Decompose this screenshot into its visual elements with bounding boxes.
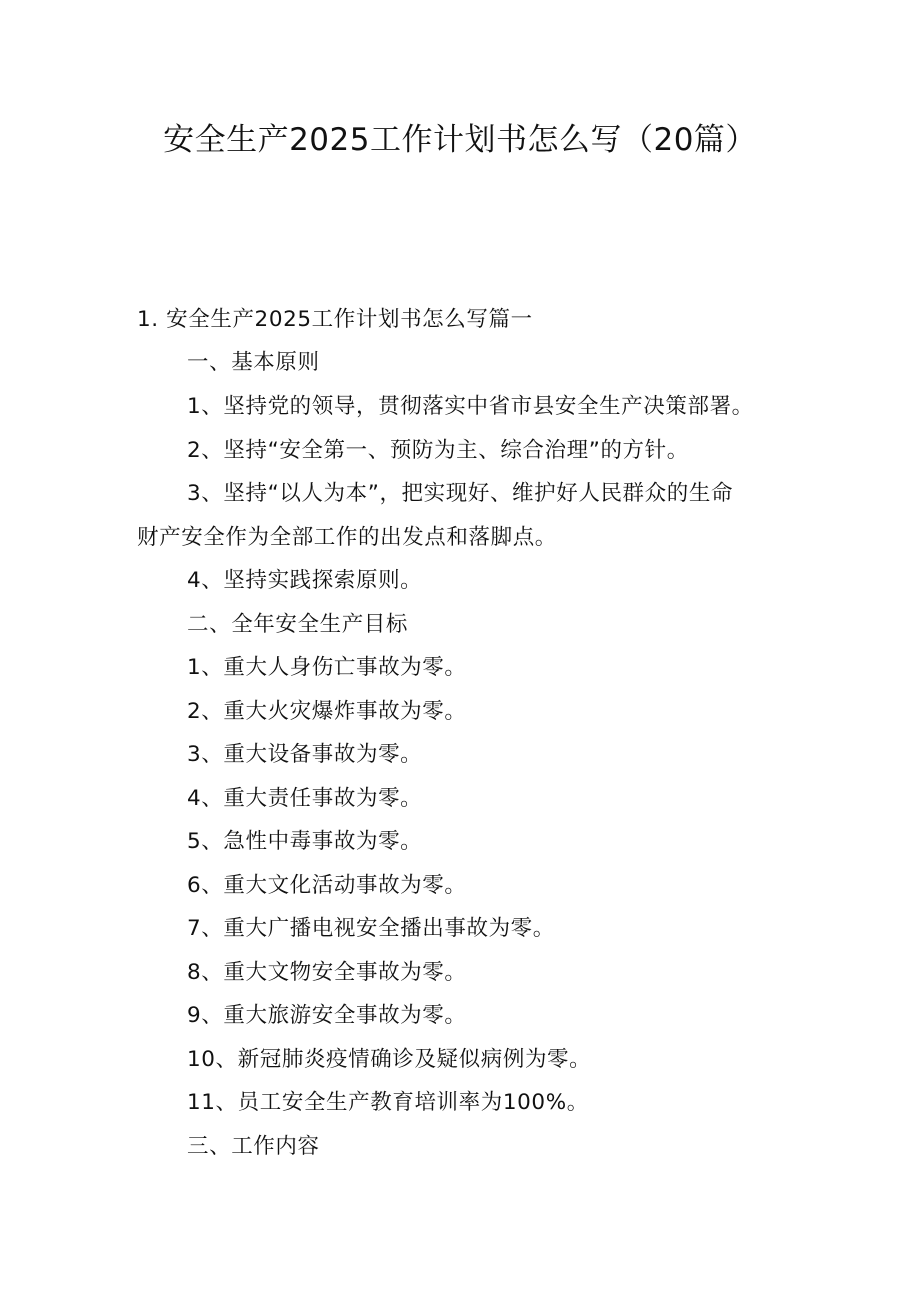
- principle-item-continuation: 财产安全作为全部工作的出发点和落脚点。: [137, 525, 557, 550]
- principle-item: 3、坚持“以人为本”，把实现好、维护好人民群众的生命: [187, 481, 734, 506]
- principle-item: 2、坚持“安全第一、预防为主、综合治理”的方针。: [187, 438, 689, 463]
- goal-item: 11、员工安全生产教育培训率为100%。: [187, 1090, 589, 1115]
- part-heading-principles: 一、基本原则: [187, 350, 320, 375]
- goal-item: 4、重大责任事故为零。: [187, 786, 423, 811]
- principle-item: 1、坚持党的领导，贯彻落实中省市县安全生产决策部署。: [187, 394, 754, 419]
- part-heading-goals: 二、全年安全生产目标: [187, 612, 409, 637]
- goal-item: 10、新冠肺炎疫情确诊及疑似病例为零。: [187, 1047, 592, 1072]
- part-heading-work-content: 三、工作内容: [187, 1134, 320, 1159]
- goal-item: 7、重大广播电视安全播出事故为零。: [187, 916, 555, 941]
- section-heading: 1. 安全生产2025工作计划书怎么写篇一: [137, 307, 533, 332]
- goal-item: 6、重大文化活动事故为零。: [187, 873, 467, 898]
- goal-item: 2、重大火灾爆炸事故为零。: [187, 699, 467, 724]
- goal-item: 8、重大文物安全事故为零。: [187, 960, 467, 985]
- goal-item: 3、重大设备事故为零。: [187, 742, 423, 767]
- principle-item: 4、坚持实践探索原则。: [187, 568, 423, 593]
- goal-item: 5、急性中毒事故为零。: [187, 829, 423, 854]
- goal-item: 1、重大人身伤亡事故为零。: [187, 655, 467, 680]
- goal-item: 9、重大旅游安全事故为零。: [187, 1003, 467, 1028]
- document-title: 安全生产2025工作计划书怎么写（20篇）: [163, 122, 757, 158]
